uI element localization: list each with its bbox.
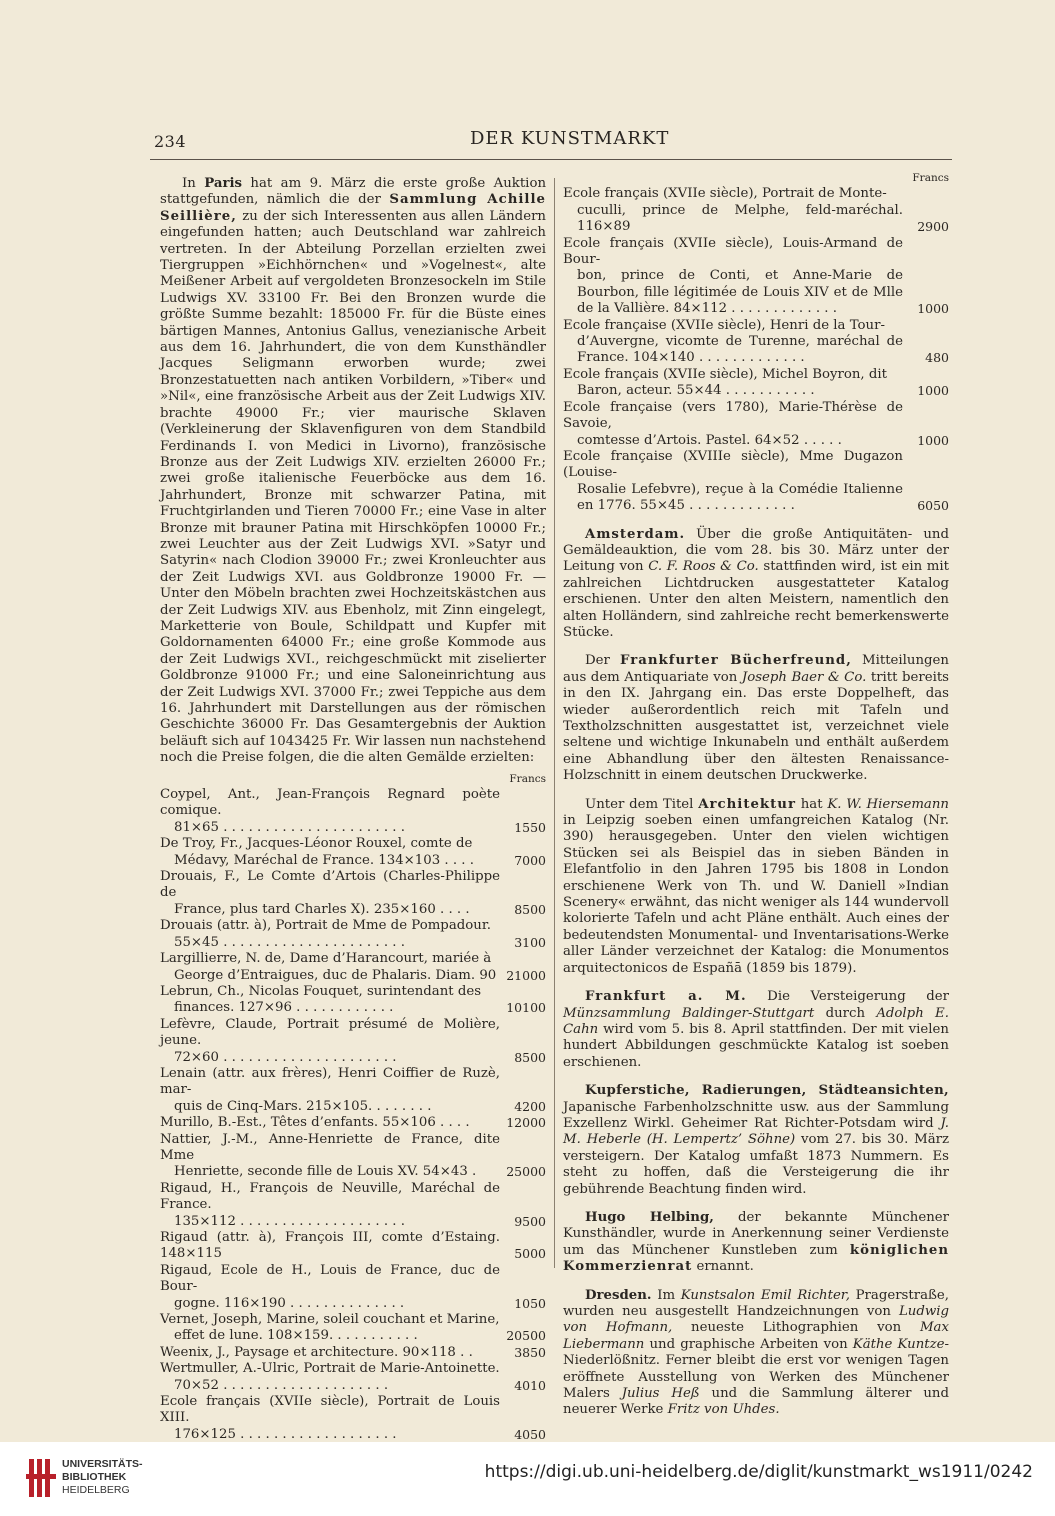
entry-detail: 72×60 . . . . . . . . . . . . . . . . . . . . .	[174, 1049, 397, 1065]
entry-price: 2900	[917, 219, 949, 235]
frankfurter-paragraph: Der Frankfurter Bücherfreund, Mitteilungen aus dem Antiquariate von Joseph Baer & Co. tritt bereits in den IX. Jahrgang ein. Das erste Doppelheft, das wieder außerordentlich reich mit Tafeln und Textholzschnitten ausgestattet ist, verzeichnet viele seltene und wichtige Inkunabeln und enthält außerdem eine Abhandlung über den ältesten Renaissance-Holzschnitt in einem deutschen Druckwerke.	[563, 653, 949, 784]
paris-paragraph: In Paris hat am 9. März die erste große Auktion stattgefunden, nämlich die der Sammlung Achille Seillière, zu der sich Interessenten aus allen Ländern eingefunden hatten; auch Deutschland war zahlreich vertreten. In der Abteilung Porzellan erzielten zwei Tiergruppen »Eichhörnchen« und »Vogelnest«, alte Meißener Arbeit auf vergoldeten Bronzesockeln im Stile Ludwigs XV. 33100 Fr. Bei den Bronzen wurde die größte Summe bezahlt: 185000 Fr. für die Büste eines bärtigen Mannes, Antonius Gallus, venezianische Arbeit aus dem 16. Jahrhundert, die von dem Kunsthändler Jacques Seligmann erworben wurde; zwei Bronzestatuetten nach antiken Vorbildern, »Tiber« und »Nil«, eine französische Arbeit aus der Zeit Ludwigs XIV. brachte 49000 Fr.; vier maurische Sklaven (Verkleinerung der Sklavenfiguren von dem Standbild Ferdinands I. von Medici in Livorno), französische Bronze aus der Zeit Ludwigs XIV. erzielten 26000 Fr.; zwei große italienische Feuerböcke aus dem 16. Jahrhundert, Bronze mit schwarzer Patina, mit Fruchtgirlanden und Tieren 70000 Fr.; eine Vase in alter Bronze mit brauner Patina mit Hirschköpfen 10000 Fr.; zwei Leuchter aus der Zeit Ludwigs XVI. »Satyr und Satyrin« nach Clodion 39000 Fr.; zwei Kronleuchter aus der Zeit Ludwigs XVI. aus Goldbronze 19000 Fr. — Unter den Möbeln brachten zwei Hochzeitskästchen aus der Zeit Ludwigs XIV. aus Ebenholz, mit Zinn eingelegt, Marketterie von Boule, Schildpatt und Kupfer mit Goldornamenten 64000 Fr.; eine große Kommode aus der Zeit Ludwigs XVI., reichgeschmückt mit ziselierter Goldbronze 91000 Fr.; und eine Saloneinrichtung aus der Zeit Ludwigs XVI. 37000 Fr.; zwei Teppiche aus dem 16. Jahrhundert mit Darstellungen aus der römischen Geschichte 36000 Fr. Das Gesamtergebnis der Auktion beläuft sich auf 1043425 Fr. Wir lassen nun nachstehend noch die Preise folgen, die die alten Gemälde erzielten:	[160, 176, 547, 766]
entry-detail: d’Auvergne, vicomte de Turenne, maréchal de France. 104×140 . . . . . . . . . . . . .	[577, 334, 903, 366]
entry-price: 1050	[514, 1295, 546, 1311]
entry-price: 10100	[506, 1000, 546, 1016]
entry-price: 12000	[506, 1115, 546, 1131]
entry-detail: quis de Cinq-Mars. 215×105. . . . . . . .	[174, 1098, 432, 1114]
entry-detail: bon, prince de Conti, et Anne-Marie de Bourbon, fille légitimée de Louis XIV et de Mlle de la Vallière. 84×112 . . . . . . . . . . . . .	[577, 268, 903, 317]
entry-detail: cuculli, prince de Melphe, feld-maréchal. 116×89	[577, 202, 903, 235]
price-list-right	[563, 186, 949, 514]
price-entry	[160, 1066, 546, 1115]
price-entry	[563, 236, 949, 318]
price-entry	[563, 367, 949, 400]
price-entry	[160, 918, 546, 951]
footer-bar	[0, 1442, 1055, 1516]
entry-detail: 135×112 . . . . . . . . . . . . . . . . . . . .	[174, 1213, 405, 1229]
entry-title: Rigaud (attr. à), François III, comte d’Estaing. 148×115	[160, 1230, 500, 1262]
kupferstiche-paragraph: Kupferstiche, Radierungen, Städteansichten, Japanische Farbenholzschnitte usw. aus der Sammlung Exzellenz Wirkl. Geheimer Rat Richter-Potsdam wird J. M. Heberle (H. Lempertz’ Söhne) vom 27. bis 30. März versteigern. Der Katalog umfaßt 1873 Nummern. Es steht zu hoffen, daß die Versteigerung die ihr gebührende Beachtung finden wird.	[563, 1083, 949, 1197]
entry-detail: France, plus tard Charles X). 235×160 . . . .	[174, 901, 470, 917]
column-separator	[554, 178, 555, 1268]
entry-detail: Henriette, seconde fille de Louis XV. 54×43 .	[174, 1164, 477, 1180]
entry-title: Ecole française (XVIIe siècle), Henri de la Tour-	[563, 317, 885, 333]
entry-detail: 70×52 . . . . . . . . . . . . . . . . . . . .	[174, 1377, 389, 1393]
entry-detail: Rosalie Lefebvre), reçue à la Comédie Italienne en 1776. 55×45 . . . . . . . . . . . . .	[577, 481, 903, 514]
price-entry	[563, 400, 949, 449]
entry-price: 4050	[514, 1426, 546, 1442]
entry-title: Nattier, J.-M., Anne-Henriette de France, dite Mme	[160, 1131, 500, 1163]
entry-title: Rigaud, H., François de Neuville, Maréchal de France.	[160, 1180, 500, 1213]
entry-title: Lebrun, Ch., Nicolas Fouquet, surintendant des	[160, 983, 482, 999]
entry-price: 6050	[917, 498, 949, 514]
entry-detail: gogne. 116×190 . . . . . . . . . . . . . .	[174, 1295, 405, 1311]
entry-title: Rigaud, Ecole de H., Louis de France, duc de Bour-	[160, 1262, 500, 1295]
price-entry	[160, 1361, 546, 1394]
entry-title: Ecole français (XVIIe siècle), Michel Boyron, dit	[563, 366, 887, 382]
entry-price: 7000	[514, 852, 546, 868]
price-entry	[160, 951, 546, 984]
price-entry	[160, 869, 546, 918]
price-entry	[160, 1132, 546, 1181]
running-title: DER KUNSTMARKT	[470, 128, 670, 149]
entry-price: 25000	[506, 1164, 546, 1180]
entry-price: 9500	[514, 1213, 546, 1229]
entry-detail: 55×45 . . . . . . . . . . . . . . . . . . . . . .	[174, 934, 405, 950]
entry-title: Largillierre, N. de, Dame d’Harancourt, mariée à	[160, 951, 492, 967]
price-entry	[563, 318, 949, 367]
entry-detail: comtesse d’Artois. Pastel. 64×52 . . . . .	[577, 432, 842, 448]
entry-price: 21000	[506, 967, 546, 983]
entry-price: 1550	[514, 819, 546, 835]
price-entry	[160, 787, 546, 836]
header-rule	[150, 159, 952, 160]
entry-title: Weenix, J., Paysage et architecture. 90×118 . .	[160, 1344, 473, 1360]
entry-price: 8500	[514, 901, 546, 917]
price-entry	[160, 1115, 546, 1131]
entry-price: 480	[925, 350, 949, 366]
amsterdam-paragraph: Amsterdam. Über die große Antiquitäten- und Gemäldeauktion, die vom 28. bis 30. März unter der Leitung von C. F. Roos & Co. stattfinden wird, ist ein mit zahlreichen Lichtdrucken ausgestatteter Katalog erschienen. Unter den alten Meistern, namentlich den alten Holländern, sind zahlreiche recht bemerkenswerte Stücke.	[563, 526, 949, 640]
entry-detail: 176×125 . . . . . . . . . . . . . . . . . . .	[174, 1426, 397, 1442]
price-entry	[160, 1263, 546, 1312]
entry-title: Ecole français (XVIIe siècle), Portrait de Monte-	[563, 186, 887, 202]
price-entry	[160, 1230, 546, 1263]
price-entry	[160, 1394, 546, 1443]
entry-title: Drouais, F., Le Comte d’Artois (Charles-Philippe de	[160, 869, 500, 901]
entry-detail: Médavy, Maréchal de France. 134×103 . . . .	[174, 852, 474, 868]
entry-price: 1000	[917, 301, 949, 317]
entry-title: Ecole française (XVIIIe siècle), Mme Dugazon (Louise-	[563, 448, 903, 481]
entry-price: 5000	[514, 1246, 546, 1262]
entry-title: Wertmuller, A.-Ulric, Portrait de Marie-Antoinette.	[160, 1361, 500, 1377]
price-entry	[160, 836, 546, 869]
price-list-left	[160, 787, 546, 1443]
entry-title: Drouais (attr. à), Portrait de Mme de Pompadour.	[160, 918, 491, 934]
entry-title: Lefèvre, Claude, Portrait présumé de Molière, jeune.	[160, 1016, 500, 1049]
entry-title: Ecole française (vers 1780), Marie-Thérèse de Savoie,	[563, 399, 903, 432]
entry-price: 20500	[506, 1328, 546, 1344]
entry-title: Ecole français (XVIIe siècle), Portrait de Louis XIII.	[160, 1394, 500, 1426]
francs-header-right: Francs	[912, 172, 949, 184]
price-entry	[160, 1312, 546, 1345]
entry-price: 1000	[917, 432, 949, 448]
library-logo-icon	[26, 1456, 56, 1500]
frankfurt-paragraph: Frankfurt a. M. Die Versteigerung der Münzsammlung Baldinger-Stuttgart durch Adolph E. Cahn wird vom 5. bis 8. April stattfinden. Der mit vielen hundert Abbildungen geschmückte Katalog ist soeben erschienen.	[563, 989, 949, 1070]
entry-price: 8500	[514, 1049, 546, 1065]
entry-detail: Baron, acteur. 55×44 . . . . . . . . . . .	[577, 383, 815, 399]
entry-title: Ecole français (XVIIe siècle), Louis-Armand de Bour-	[563, 235, 903, 268]
entry-detail: George d’Entraigues, duc de Phalaris. Diam. 90	[174, 967, 497, 983]
entry-title: Coypel, Ant., Jean-François Regnard poète comique.	[160, 787, 500, 819]
entry-price: 3100	[514, 934, 546, 950]
permalink-url[interactable]: https://digi.ub.uni-heidelberg.de/diglit/kunstmarkt_ws1911/0242	[484, 1462, 1033, 1482]
entry-detail: effet de lune. 108×159. . . . . . . . . . .	[174, 1328, 418, 1344]
francs-header: Francs	[509, 772, 546, 785]
entry-detail: finances. 127×96 . . . . . . . . . . . .	[174, 1000, 394, 1016]
entry-price: 3850	[514, 1344, 546, 1360]
right-column	[563, 170, 949, 1419]
price-entry	[160, 1017, 546, 1066]
entry-price: 1000	[917, 383, 949, 399]
entry-price: 4200	[514, 1098, 546, 1114]
price-entry	[160, 1345, 546, 1361]
price-entry	[160, 1181, 546, 1230]
price-entry	[563, 449, 949, 515]
entry-price: 4010	[514, 1377, 546, 1393]
library-name: UNIVERSITÄTS- BIBLIOTHEK HEIDELBERG	[62, 1458, 143, 1496]
price-entry	[160, 984, 546, 1017]
architektur-paragraph: Unter dem Titel Architektur hat K. W. Hiersemann in Leipzig soeben einen umfangreichen Katalog (Nr. 390) herausgegeben. Unter den vielen wichtigen Stücken sei als Beispiel das in sieben Bänden in Elefantfolio in den Jahren 1795 bis 1808 in London erschienene Werk von Th. und W. Daniell »Indian Scenery« erwähnt, das nicht weniger als 144 wundervoll kolorierte Tafeln und acht Pläne enthält. Auch eines der bedeutendsten Monumental- und Inventarisations-Werke aller Länder verzeichnet der Katalog: die Monumentos arquitectonicos de Españā (1859 bis 1879).	[563, 796, 949, 976]
entry-title: De Troy, Fr., Jacques-Léonor Rouxel, comte de	[160, 836, 473, 852]
left-column	[160, 176, 546, 1443]
price-entry	[563, 186, 949, 235]
entry-detail: 81×65 . . . . . . . . . . . . . . . . . . . . . .	[174, 819, 405, 835]
entry-title: Lenain (attr. aux frères), Henri Coiffier de Ruzè, mar-	[160, 1065, 500, 1098]
helbing-paragraph: Hugo Helbing, der bekannte Münchener Kunsthändler, wurde in Anerkennung seiner Verdienste um das Münchener Kunstleben zum königlichen Kommerzienrat ernannt.	[563, 1209, 949, 1275]
entry-title: Murillo, B.-Est., Têtes d’enfants. 55×106 . . . .	[160, 1115, 470, 1131]
dresden-paragraph: Dresden. Im Kunstsalon Emil Richter, Pragerstraße, wurden neu ausgestellt Handzeichnungen von Ludwig von Hofmann, neueste Lithographien von Max Liebermann und graphische Arbeiten von Käthe Kuntze-Niederlößnitz. Ferner bleibt die erst vor wenigen Tagen eröffnete Ausstellung von Werken des Münchener Malers Julius Heß und die Sammlung älterer und neuerer Werke Fritz von Uhdes.	[563, 1287, 949, 1418]
page-number: 234	[154, 132, 187, 151]
entry-title: Vernet, Joseph, Marine, soleil couchant et Marine,	[160, 1312, 500, 1328]
